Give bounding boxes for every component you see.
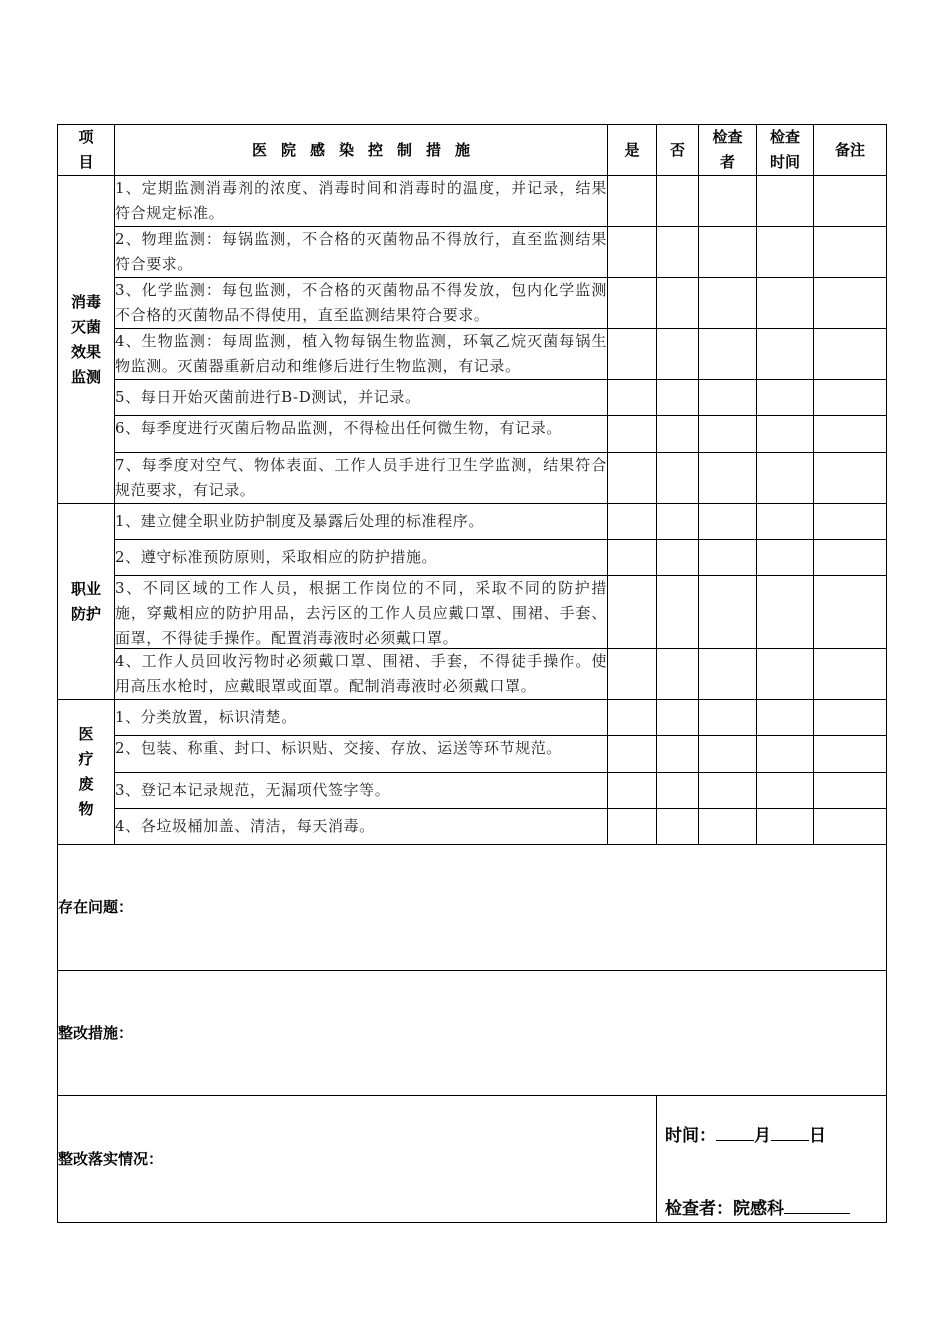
inspector-line	[665, 1195, 878, 1222]
rectification-row	[58, 971, 887, 1096]
remark-cell[interactable]	[814, 576, 887, 649]
remark-cell[interactable]	[814, 649, 887, 700]
category-occupational-protection: 职业防护	[58, 504, 115, 700]
remark-cell[interactable]	[814, 416, 887, 453]
checkbox-cell-no[interactable]	[657, 649, 699, 700]
checkbox-cell-no[interactable]	[657, 540, 699, 576]
checkbox-cell-no[interactable]	[657, 176, 699, 227]
inspector-cell[interactable]	[699, 576, 757, 649]
list-item: 3、登记本记录规范，无漏项代签字等。	[115, 773, 608, 809]
checkbox-cell-no[interactable]	[657, 227, 699, 278]
checkbox-cell-yes[interactable]	[608, 809, 657, 845]
inspector-cell[interactable]	[699, 700, 757, 736]
check-time-cell[interactable]	[757, 176, 814, 227]
checkbox-cell-no[interactable]	[657, 278, 699, 329]
check-time-cell[interactable]	[757, 576, 814, 649]
list-item: 5、每日开始灭菌前进行B-D测试，并记录。	[115, 380, 608, 416]
check-time-cell[interactable]	[757, 380, 814, 416]
checkbox-cell-yes[interactable]	[608, 278, 657, 329]
checkbox-cell-no[interactable]	[657, 809, 699, 845]
month-blank[interactable]	[716, 1122, 754, 1141]
table-row	[58, 227, 887, 278]
checkbox-cell-no[interactable]	[657, 380, 699, 416]
checkbox-cell-yes[interactable]	[608, 176, 657, 227]
checkbox-cell-yes[interactable]	[608, 504, 657, 540]
checkbox-cell-no[interactable]	[657, 700, 699, 736]
check-time-cell[interactable]	[757, 649, 814, 700]
check-time-cell[interactable]	[757, 227, 814, 278]
remark-cell[interactable]	[814, 380, 887, 416]
check-time-cell[interactable]	[757, 809, 814, 845]
implementation-field[interactable]	[58, 1096, 657, 1223]
remark-cell[interactable]	[814, 809, 887, 845]
checkbox-cell-yes[interactable]	[608, 773, 657, 809]
remark-cell[interactable]	[814, 227, 887, 278]
inspector-cell[interactable]	[699, 416, 757, 453]
check-time-cell[interactable]	[757, 416, 814, 453]
checkbox-cell-no[interactable]	[657, 453, 699, 504]
inspector-cell[interactable]	[699, 504, 757, 540]
time-label: 时间：	[665, 1126, 716, 1146]
checkbox-cell-yes[interactable]	[608, 380, 657, 416]
table-row	[58, 416, 887, 453]
check-time-cell[interactable]	[757, 504, 814, 540]
check-time-cell[interactable]	[757, 278, 814, 329]
checkbox-cell-no[interactable]	[657, 736, 699, 773]
list-item: 3、不同区域的工作人员，根据工作岗位的不同，采取不同的防护措施，穿戴相应的防护用品，去污区的工作人员应戴口罩、围裙、手套、面罩，不得徒手操作。配置消毒液时必须戴口罩。	[115, 576, 608, 649]
checkbox-cell-yes[interactable]	[608, 453, 657, 504]
checkbox-cell-yes[interactable]	[608, 700, 657, 736]
list-item: 1、建立健全职业防护制度及暴露后处理的标准程序。	[115, 504, 608, 540]
list-item: 7、每季度对空气、物体表面、工作人员手进行卫生学监测，结果符合规范要求，有记录。	[115, 453, 608, 504]
table-row	[58, 278, 887, 329]
table-row	[58, 773, 887, 809]
problems-row	[58, 845, 887, 971]
header-project: 项目	[58, 125, 115, 176]
check-time-cell[interactable]	[757, 453, 814, 504]
list-item: 4、生物监测：每周监测，植入物每锅生物监测，环氧乙烷灭菌每锅生物监测。灭菌器重新启动和维修后进行生物监测，有记录。	[115, 329, 608, 380]
checkbox-cell-no[interactable]	[657, 576, 699, 649]
sign-off-cell	[657, 1096, 887, 1223]
category-medical-waste: 医疗废物	[58, 700, 115, 845]
checkbox-cell-yes[interactable]	[608, 649, 657, 700]
remark-cell[interactable]	[814, 773, 887, 809]
checkbox-cell-yes[interactable]	[608, 576, 657, 649]
check-time-cell[interactable]	[757, 329, 814, 380]
table-row	[58, 736, 887, 773]
list-item: 1、分类放置，标识清楚。	[115, 700, 608, 736]
header-row	[58, 125, 887, 176]
remark-cell[interactable]	[814, 453, 887, 504]
rectification-field[interactable]	[58, 971, 887, 1096]
list-item: 4、工作人员回收污物时必须戴口罩、围裙、手套，不得徒手操作。使用高压水枪时，应戴眼罩或面罩。配制消毒液时必须戴口罩。	[115, 649, 608, 700]
day-label: 日	[809, 1126, 826, 1146]
table-row	[58, 504, 887, 540]
month-label: 月	[754, 1126, 771, 1146]
checkbox-cell-yes[interactable]	[608, 540, 657, 576]
checkbox-cell-no[interactable]	[657, 416, 699, 453]
check-time-cell[interactable]	[757, 736, 814, 773]
inspector-cell[interactable]	[699, 649, 757, 700]
rectification-label: 整改措施：	[58, 1023, 134, 1042]
table-row	[58, 700, 887, 736]
day-blank[interactable]	[771, 1122, 809, 1141]
infection-control-checklist	[57, 124, 887, 1223]
inspector-blank[interactable]	[784, 1195, 850, 1214]
table-row	[58, 649, 887, 700]
inspector-cell[interactable]	[699, 278, 757, 329]
table-row	[58, 176, 887, 227]
table-row	[58, 540, 887, 576]
inspector-cell[interactable]	[699, 736, 757, 773]
table-row	[58, 809, 887, 845]
list-item: 2、包装、称重、封口、标识贴、交接、存放、运送等环节规范。	[115, 736, 608, 773]
list-item: 3、化学监测：每包监测，不合格的灭菌物品不得发放，包内化学监测不合格的灭菌物品不得使用，直至监测结果符合要求。	[115, 278, 608, 329]
table-row	[58, 453, 887, 504]
remark-cell[interactable]	[814, 540, 887, 576]
category-disinfection-monitoring: 消毒灭菌效果监测	[58, 176, 115, 504]
inspector-cell[interactable]	[699, 227, 757, 278]
table-row	[58, 380, 887, 416]
list-item: 6、每季度进行灭菌后物品监测，不得检出任何微生物，有记录。	[115, 416, 608, 453]
inspector-cell[interactable]	[699, 329, 757, 380]
remark-cell[interactable]	[814, 176, 887, 227]
list-item: 2、遵守标准预防原则，采取相应的防护措施。	[115, 540, 608, 576]
check-time-cell[interactable]	[757, 700, 814, 736]
list-item: 2、物理监测：每锅监测，不合格的灭菌物品不得放行，直至监测结果符合要求。	[115, 227, 608, 278]
problems-field[interactable]	[58, 845, 887, 971]
inspector-cell[interactable]	[699, 540, 757, 576]
inspector-cell[interactable]	[699, 809, 757, 845]
table-row	[58, 576, 887, 649]
header-remark: 备注	[814, 125, 887, 176]
list-item: 4、各垃圾桶加盖、清洁，每天消毒。	[115, 809, 608, 845]
header-check-time: 检查时间	[757, 125, 814, 176]
header-yes: 是	[608, 125, 657, 176]
list-item: 1、定期监测消毒剂的浓度、消毒时间和消毒时的温度，并记录，结果符合规定标准。	[115, 176, 608, 227]
inspector-cell[interactable]	[699, 773, 757, 809]
checkbox-cell-yes[interactable]	[608, 736, 657, 773]
implementation-label: 整改落实情况：	[58, 1149, 164, 1168]
remark-cell[interactable]	[814, 504, 887, 540]
checkbox-cell-yes[interactable]	[608, 227, 657, 278]
implementation-row	[58, 1096, 887, 1223]
header-no: 否	[657, 125, 699, 176]
check-time-cell[interactable]	[757, 773, 814, 809]
inspector-label: 检查者：院感科	[665, 1199, 784, 1219]
checkbox-cell-yes[interactable]	[608, 329, 657, 380]
checkbox-cell-no[interactable]	[657, 504, 699, 540]
remark-cell[interactable]	[814, 736, 887, 773]
check-time-cell[interactable]	[757, 540, 814, 576]
remark-cell[interactable]	[814, 278, 887, 329]
table-row	[58, 329, 887, 380]
header-measures: 医院感染控制措施	[115, 125, 608, 176]
checkbox-cell-no[interactable]	[657, 329, 699, 380]
checkbox-cell-yes[interactable]	[608, 416, 657, 453]
inspector-cell[interactable]	[699, 380, 757, 416]
problems-label: 存在问题：	[58, 898, 134, 916]
date-line	[665, 1122, 878, 1149]
inspector-cell[interactable]	[699, 453, 757, 504]
header-inspector: 检查者	[699, 125, 757, 176]
remark-cell[interactable]	[814, 329, 887, 380]
checkbox-cell-no[interactable]	[657, 773, 699, 809]
remark-cell[interactable]	[814, 700, 887, 736]
inspector-cell[interactable]	[699, 176, 757, 227]
